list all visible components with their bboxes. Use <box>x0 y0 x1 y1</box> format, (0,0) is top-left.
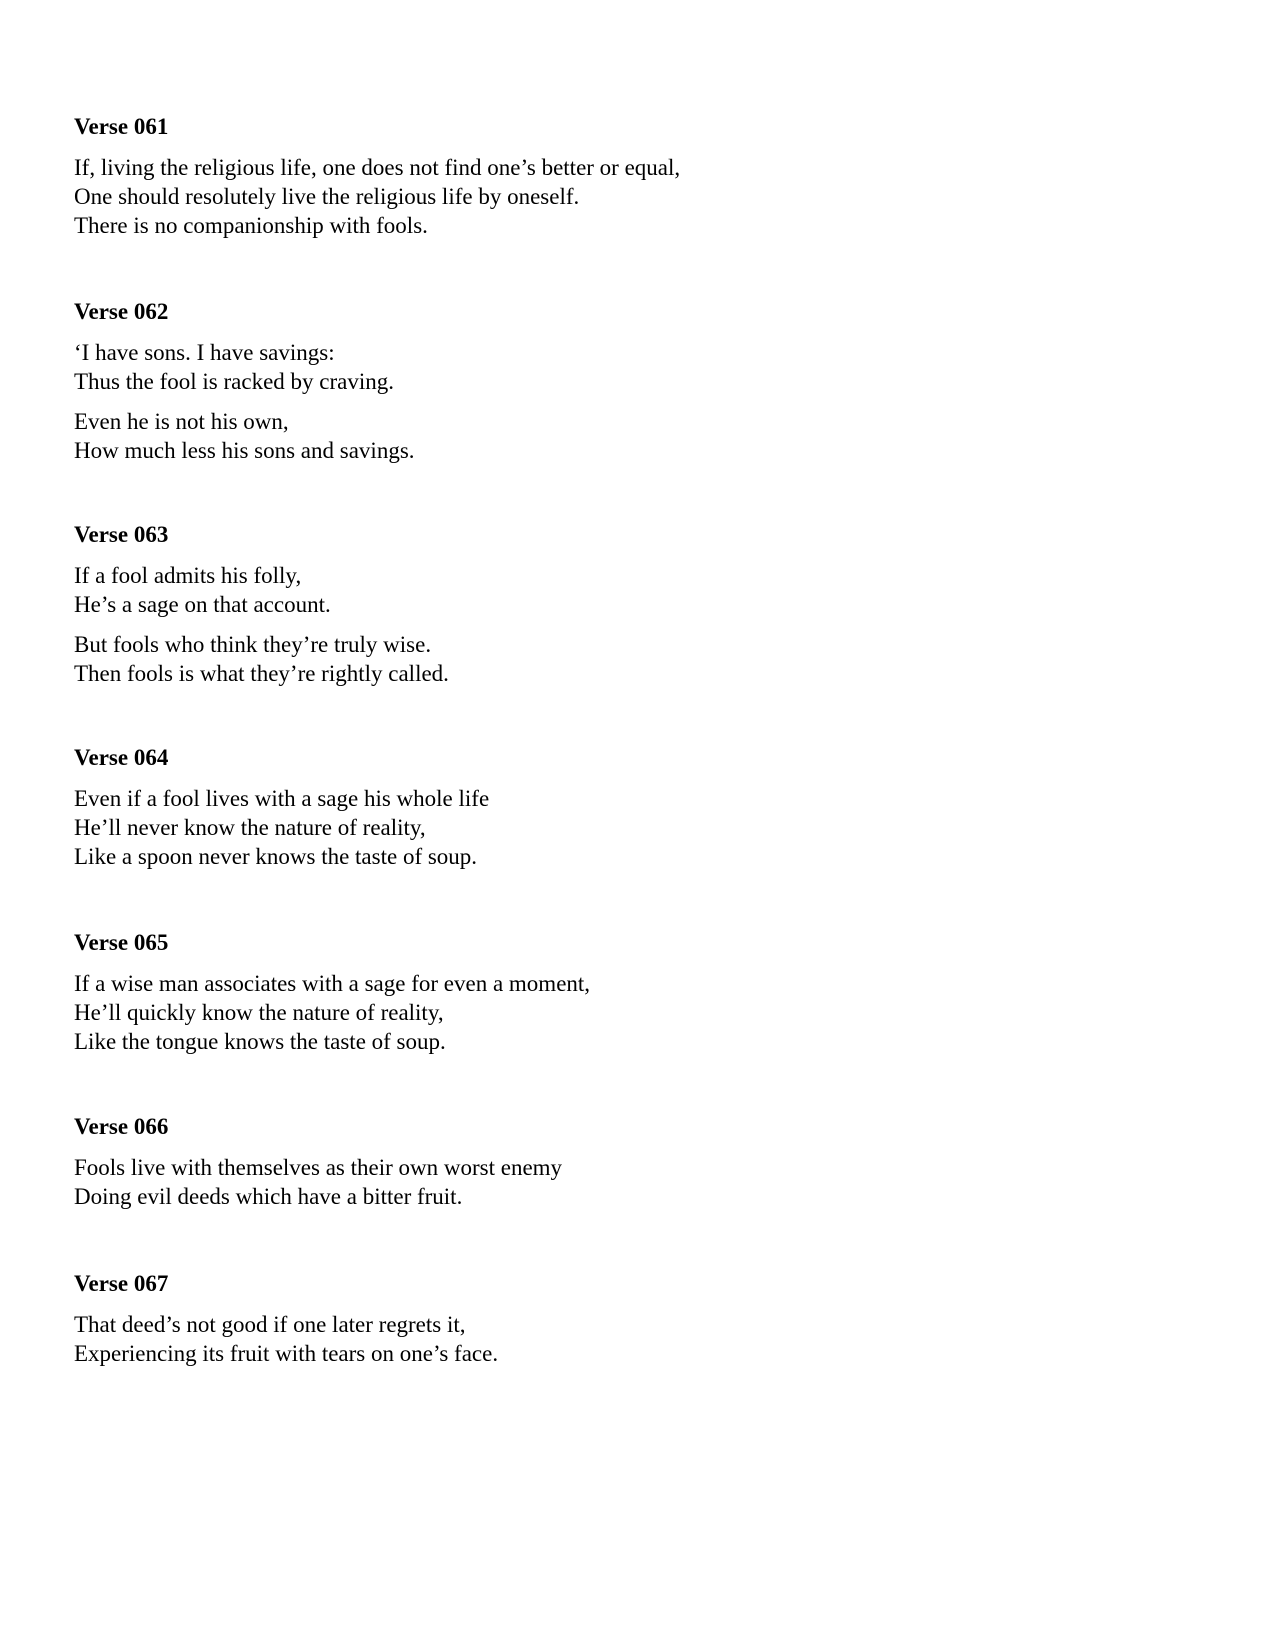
verse-line: Like the tongue knows the taste of soup. <box>74 1029 446 1054</box>
verse-065 <box>74 929 1174 1056</box>
verse-title: Verse 065 <box>74 930 169 955</box>
verse-title: Verse 063 <box>74 522 169 547</box>
verse-title: Verse 062 <box>74 299 169 324</box>
verse-061 <box>74 113 1174 240</box>
verse-line: Then fools is what they’re rightly called. <box>74 661 449 686</box>
verse-067 <box>74 1270 1174 1368</box>
verse-line: One should resolutely live the religious life by oneself. <box>74 184 580 209</box>
stanza <box>74 561 1174 619</box>
stanza <box>74 969 1174 1056</box>
verse-line: Even if a fool lives with a sage his whole life <box>74 786 490 811</box>
verse-title: Verse 067 <box>74 1271 169 1296</box>
verse-line: Like a spoon never knows the taste of soup. <box>74 844 478 869</box>
verse-title: Verse 066 <box>74 1114 169 1139</box>
verse-066 <box>74 1113 1174 1211</box>
verse-line: Fools live with themselves as their own worst enemy <box>74 1155 563 1180</box>
verse-line: If, living the religious life, one does not find one’s better or equal, <box>74 155 681 180</box>
verse-062 <box>74 298 1174 465</box>
verse-line: He’ll quickly know the nature of reality, <box>74 1000 444 1025</box>
verse-line: But fools who think they’re truly wise. <box>74 632 432 657</box>
stanza <box>74 1310 1174 1368</box>
verse-line: How much less his sons and savings. <box>74 438 415 463</box>
verse-line: If a wise man associates with a sage for even a moment, <box>74 971 591 996</box>
stanza <box>74 407 1174 465</box>
verse-line: Even he is not his own, <box>74 409 289 434</box>
verse-line: He’s a sage on that account. <box>74 592 331 617</box>
stanza <box>74 153 1174 240</box>
stanza <box>74 338 1174 396</box>
stanza <box>74 1153 1174 1211</box>
verse-line: There is no companionship with fools. <box>74 213 428 238</box>
verse-063 <box>74 521 1174 688</box>
stanza <box>74 784 1174 871</box>
stanza <box>74 630 1174 688</box>
verse-064 <box>74 744 1174 871</box>
verse-line: ‘I have sons. I have savings: <box>74 340 335 365</box>
verse-line: He’ll never know the nature of reality, <box>74 815 426 840</box>
verse-line: Doing evil deeds which have a bitter fruit. <box>74 1184 463 1209</box>
verse-title: Verse 064 <box>74 745 169 770</box>
verse-line: Thus the fool is racked by craving. <box>74 369 394 394</box>
verse-line: If a fool admits his folly, <box>74 563 302 588</box>
verse-line: That deed’s not good if one later regrets it, <box>74 1312 466 1337</box>
verse-line: Experiencing its fruit with tears on one’s face. <box>74 1341 499 1366</box>
verse-title: Verse 061 <box>74 114 169 139</box>
